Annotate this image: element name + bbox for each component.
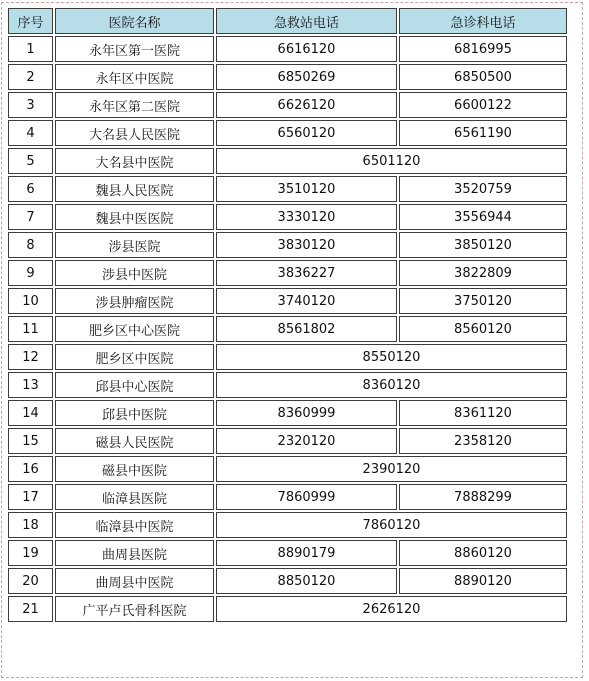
hospital-name-cell: 魏县中医医院 xyxy=(55,204,214,230)
table-row xyxy=(8,36,567,62)
row-number-cell: 8 xyxy=(8,232,53,258)
table-container xyxy=(6,6,569,624)
table-body xyxy=(8,36,567,622)
emergency-station-phone-cell: 7860999 xyxy=(216,484,397,510)
row-number-cell: 17 xyxy=(8,484,53,510)
row-number-cell: 1 xyxy=(8,36,53,62)
emergency-dept-phone-cell: 6816995 xyxy=(399,36,567,62)
table-row xyxy=(8,204,567,230)
row-number-cell: 7 xyxy=(8,204,53,230)
row-number-cell: 10 xyxy=(8,288,53,314)
emergency-dept-phone-cell: 3850120 xyxy=(399,232,567,258)
table-row xyxy=(8,64,567,90)
hospital-name-cell: 广平卢氏骨科医院 xyxy=(55,596,214,622)
emergency-station-phone-cell: 6626120 xyxy=(216,92,397,118)
row-number-cell: 11 xyxy=(8,316,53,342)
emergency-dept-phone-cell: 6850500 xyxy=(399,64,567,90)
emergency-dept-phone-cell: 7888299 xyxy=(399,484,567,510)
hospital-name-cell: 永年区第一医院 xyxy=(55,36,214,62)
hospital-name-cell: 魏县人民医院 xyxy=(55,176,214,202)
table-row xyxy=(8,92,567,118)
emergency-station-phone-cell: 3510120 xyxy=(216,176,397,202)
row-number-cell: 5 xyxy=(8,148,53,174)
hospital-name-cell: 磁县人民医院 xyxy=(55,428,214,454)
hospital-name-cell: 邱县中心医院 xyxy=(55,372,214,398)
header-emergency-dept-phone: 急诊科电话 xyxy=(399,8,567,34)
row-number-cell: 9 xyxy=(8,260,53,286)
table-row xyxy=(8,288,567,314)
hospital-name-cell: 涉县医院 xyxy=(55,232,214,258)
table-row xyxy=(8,260,567,286)
emergency-dept-phone-cell: 3556944 xyxy=(399,204,567,230)
table-row xyxy=(8,316,567,342)
table-row xyxy=(8,176,567,202)
hospital-name-cell: 临漳县中医院 xyxy=(55,512,214,538)
row-number-cell: 2 xyxy=(8,64,53,90)
table-row xyxy=(8,512,567,538)
emergency-dept-phone-cell: 6561190 xyxy=(399,120,567,146)
hospital-name-cell: 曲周县中医院 xyxy=(55,568,214,594)
header-no: 序号 xyxy=(8,8,53,34)
emergency-station-phone-cell: 3830120 xyxy=(216,232,397,258)
row-number-cell: 19 xyxy=(8,540,53,566)
row-number-cell: 4 xyxy=(8,120,53,146)
hospital-name-cell: 磁县中医院 xyxy=(55,456,214,482)
hospital-name-cell: 大名县中医院 xyxy=(55,148,214,174)
emergency-station-phone-cell: 6616120 xyxy=(216,36,397,62)
emergency-dept-phone-cell: 8361120 xyxy=(399,400,567,426)
emergency-station-phone-cell: 8360999 xyxy=(216,400,397,426)
shared-phone-cell: 2390120 xyxy=(216,456,567,482)
table-row xyxy=(8,400,567,426)
emergency-station-phone-cell: 3740120 xyxy=(216,288,397,314)
hospital-name-cell: 涉县中医院 xyxy=(55,260,214,286)
header-emergency-station-phone: 急救站电话 xyxy=(216,8,397,34)
emergency-station-phone-cell: 6560120 xyxy=(216,120,397,146)
hospital-name-cell: 大名县人民医院 xyxy=(55,120,214,146)
row-number-cell: 14 xyxy=(8,400,53,426)
emergency-station-phone-cell: 8850120 xyxy=(216,568,397,594)
row-number-cell: 3 xyxy=(8,92,53,118)
header-hospital-name: 医院名称 xyxy=(55,8,214,34)
hospital-name-cell: 肥乡区中心医院 xyxy=(55,316,214,342)
hospital-name-cell: 曲周县医院 xyxy=(55,540,214,566)
shared-phone-cell: 7860120 xyxy=(216,512,567,538)
table-row xyxy=(8,232,567,258)
emergency-station-phone-cell: 6850269 xyxy=(216,64,397,90)
row-number-cell: 18 xyxy=(8,512,53,538)
emergency-dept-phone-cell: 3822809 xyxy=(399,260,567,286)
table-row xyxy=(8,568,567,594)
hospital-name-cell: 永年区中医院 xyxy=(55,64,214,90)
row-number-cell: 16 xyxy=(8,456,53,482)
hospital-name-cell: 临漳县医院 xyxy=(55,484,214,510)
shared-phone-cell: 6501120 xyxy=(216,148,567,174)
hospital-name-cell: 肥乡区中医院 xyxy=(55,344,214,370)
emergency-station-phone-cell: 3836227 xyxy=(216,260,397,286)
table-row xyxy=(8,484,567,510)
emergency-station-phone-cell: 8890179 xyxy=(216,540,397,566)
header-row xyxy=(8,8,567,34)
table-row xyxy=(8,148,567,174)
hospital-name-cell: 涉县肿瘤医院 xyxy=(55,288,214,314)
table-row xyxy=(8,540,567,566)
table-row xyxy=(8,120,567,146)
table-row xyxy=(8,372,567,398)
shared-phone-cell: 8360120 xyxy=(216,372,567,398)
emergency-dept-phone-cell: 2358120 xyxy=(399,428,567,454)
hospital-name-cell: 永年区第二医院 xyxy=(55,92,214,118)
row-number-cell: 13 xyxy=(8,372,53,398)
shared-phone-cell: 2626120 xyxy=(216,596,567,622)
table-row xyxy=(8,428,567,454)
emergency-station-phone-cell: 3330120 xyxy=(216,204,397,230)
row-number-cell: 6 xyxy=(8,176,53,202)
row-number-cell: 21 xyxy=(8,596,53,622)
row-number-cell: 12 xyxy=(8,344,53,370)
row-number-cell: 20 xyxy=(8,568,53,594)
emergency-dept-phone-cell: 8890120 xyxy=(399,568,567,594)
table-row xyxy=(8,344,567,370)
row-number-cell: 15 xyxy=(8,428,53,454)
table-row xyxy=(8,596,567,622)
emergency-station-phone-cell: 8561802 xyxy=(216,316,397,342)
emergency-dept-phone-cell: 8860120 xyxy=(399,540,567,566)
table-row xyxy=(8,456,567,482)
emergency-dept-phone-cell: 3750120 xyxy=(399,288,567,314)
hospital-name-cell: 邱县中医院 xyxy=(55,400,214,426)
shared-phone-cell: 8550120 xyxy=(216,344,567,370)
emergency-dept-phone-cell: 6600122 xyxy=(399,92,567,118)
emergency-station-phone-cell: 2320120 xyxy=(216,428,397,454)
emergency-dept-phone-cell: 8560120 xyxy=(399,316,567,342)
hospital-phone-table xyxy=(6,6,569,624)
emergency-dept-phone-cell: 3520759 xyxy=(399,176,567,202)
